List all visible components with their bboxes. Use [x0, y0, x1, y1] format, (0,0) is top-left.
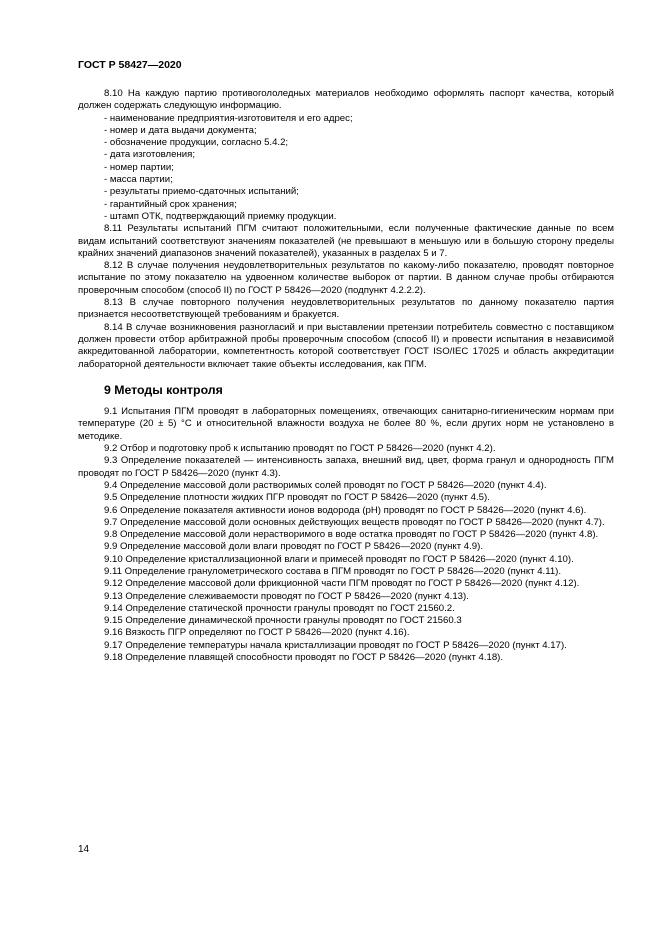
list-item: - номер и дата выдачи документа; [104, 124, 257, 136]
paragraph-9-8: 9.8 Определение массовой доли нерастворимого в воде остатка проводят по ГОСТ Р 58426—2020 (пункт 4.8). [104, 529, 599, 541]
page-number: 14 [78, 844, 90, 855]
document-body [78, 88, 614, 664]
list-item: - дата изготовления; [104, 149, 195, 161]
paragraph-9-3: 9.3 Определение показателей — интенсивность запаха, внешний вид, цвет, форма гранул и однородность ПГМ проводят по ГОСТ Р 58426—2020 (пункт 4.3). [78, 455, 614, 479]
list-item: - штамп ОТК, подтверждающий приемку продукции. [104, 210, 337, 222]
list-item: - номер партии; [104, 161, 174, 173]
paragraph-9-5: 9.5 Определение плотности жидких ПГР проводят по ГОСТ Р 58426—2020 (пункт 4.5). [104, 492, 490, 504]
paragraph-9-18: 9.18 Определение плавящей способности проводят по ГОСТ Р 58426—2020 (пункт 4.18). [104, 652, 504, 664]
paragraph-9-16: 9.16 Вязкость ПГР определяют по ГОСТ Р 58426—2020 (пункт 4.16). [104, 627, 410, 639]
document-header-code: ГОСТ Р 58427—2020 [78, 59, 182, 71]
section-9-heading: 9 Методы контроля [104, 382, 223, 397]
paragraph-9-11: 9.11 Определение гранулометрического состава в ПГМ проводят по ГОСТ Р 58426—2020 (пункт 4.11). [104, 565, 562, 577]
paragraph-8-14: 8.14 В случае возникновения разногласий и при выставлении претензии потребитель совместно с поставщиком должен провести отбор арбитражной пробы проверочным способом (способ II) и провести испытания в независимой аккредитованной лаборатории, компетентность которой соответствует ГОСТ ISO/IEC 17025 и область аккредитации лабораторной деятельности включает такие объекты исследования, как ПГМ. [78, 321, 614, 370]
passport-info-list [78, 113, 614, 224]
paragraph-9-2: 9.2 Отбор и подготовку проб к испытанию проводят по ГОСТ Р 58426—2020 (пункт 4.2). [104, 443, 496, 455]
paragraph-9-1: 9.1 Испытания ПГМ проводят в лабораторных помещениях, отвечающих санитарно-гигиеническим нормам при температуре (20 ± 5) °С и относительной влажности воздуха не более 80 %, если других норм не установлено в методике. [78, 406, 614, 442]
paragraph-8-10: 8.10 На каждую партию противогололедных материалов необходимо оформлять паспорт качества, который должен содержать следующую информацию. [78, 88, 614, 112]
paragraph-9-15: 9.15 Определение динамической прочности гранулы проводят по ГОСТ 21560.3 [104, 615, 462, 627]
paragraph-9-7: 9.7 Определение массовой доли основных действующих веществ проводят по ГОСТ Р 58426—2020 (пункт 4.7). [104, 516, 605, 528]
paragraph-8-11: 8.11 Результаты испытаний ПГМ считают положительными, если полученные фактические данные по всем видам испытаний соответствуют значениям показателей (не превышают в меньшую или в большую сторону пределы крайних значений диапазонов значений показателей), указанных в разделах 5 и 7. [78, 223, 614, 259]
list-item: - результаты приемо-сдаточных испытаний; [104, 186, 299, 198]
list-item: - масса партии; [104, 174, 173, 186]
paragraph-9-6: 9.6 Определение показателя активности ионов водорода (pH) проводят по ГОСТ Р 58426—2020 (пункт 4.6). [104, 504, 587, 516]
paragraph-9-10: 9.10 Определение кристаллизационной влаги и примесей проводят по ГОСТ Р 58426—2020 (пункт 4.10). [104, 553, 574, 565]
paragraph-9-9: 9.9 Определение массовой доли влаги проводят по ГОСТ Р 58426—2020 (пункт 4.9). [104, 541, 483, 553]
paragraph-9-17: 9.17 Определение температуры начала кристаллизации проводят по ГОСТ Р 58426—2020 (пункт 4.17). [104, 639, 567, 651]
paragraph-9-12: 9.12 Определение массовой доли фрикционной части ПГМ проводят по ГОСТ Р 58426—2020 (пункт 4.12). [104, 578, 580, 590]
paragraph-9-14: 9.14 Определение статической прочности гранулы проводят по ГОСТ 21560.2. [104, 602, 455, 614]
paragraph-9-4: 9.4 Определение массовой доли растворимых солей проводят по ГОСТ Р 58426—2020 (пункт 4.4). [104, 479, 547, 491]
list-item: - обозначение продукции, согласно 5.4.2; [104, 137, 289, 149]
list-item: - гарантийный срок хранения; [104, 198, 237, 210]
paragraph-8-13: 8.13 В случае повторного получения неудовлетворительных результатов по данному показателю партия признается несоответствующей требованиям и бракуется. [78, 297, 614, 321]
paragraph-8-12: 8.12 В случае получения неудовлетворительных результатов по какому-либо показателю, проводят повторное испытание по этому показателю на удвоенном количестве выборок от партии. В данном случае пробы отбираются проверочным способом (способ II) по ГОСТ Р 58426—2020 (подпункт 4.2.2.2). [78, 260, 614, 296]
paragraph-9-13: 9.13 Определение слеживаемости проводят по ГОСТ Р 58426—2020 (пункт 4.13). [104, 590, 469, 602]
list-item: - наименование предприятия-изготовителя и его адрес; [104, 112, 353, 124]
